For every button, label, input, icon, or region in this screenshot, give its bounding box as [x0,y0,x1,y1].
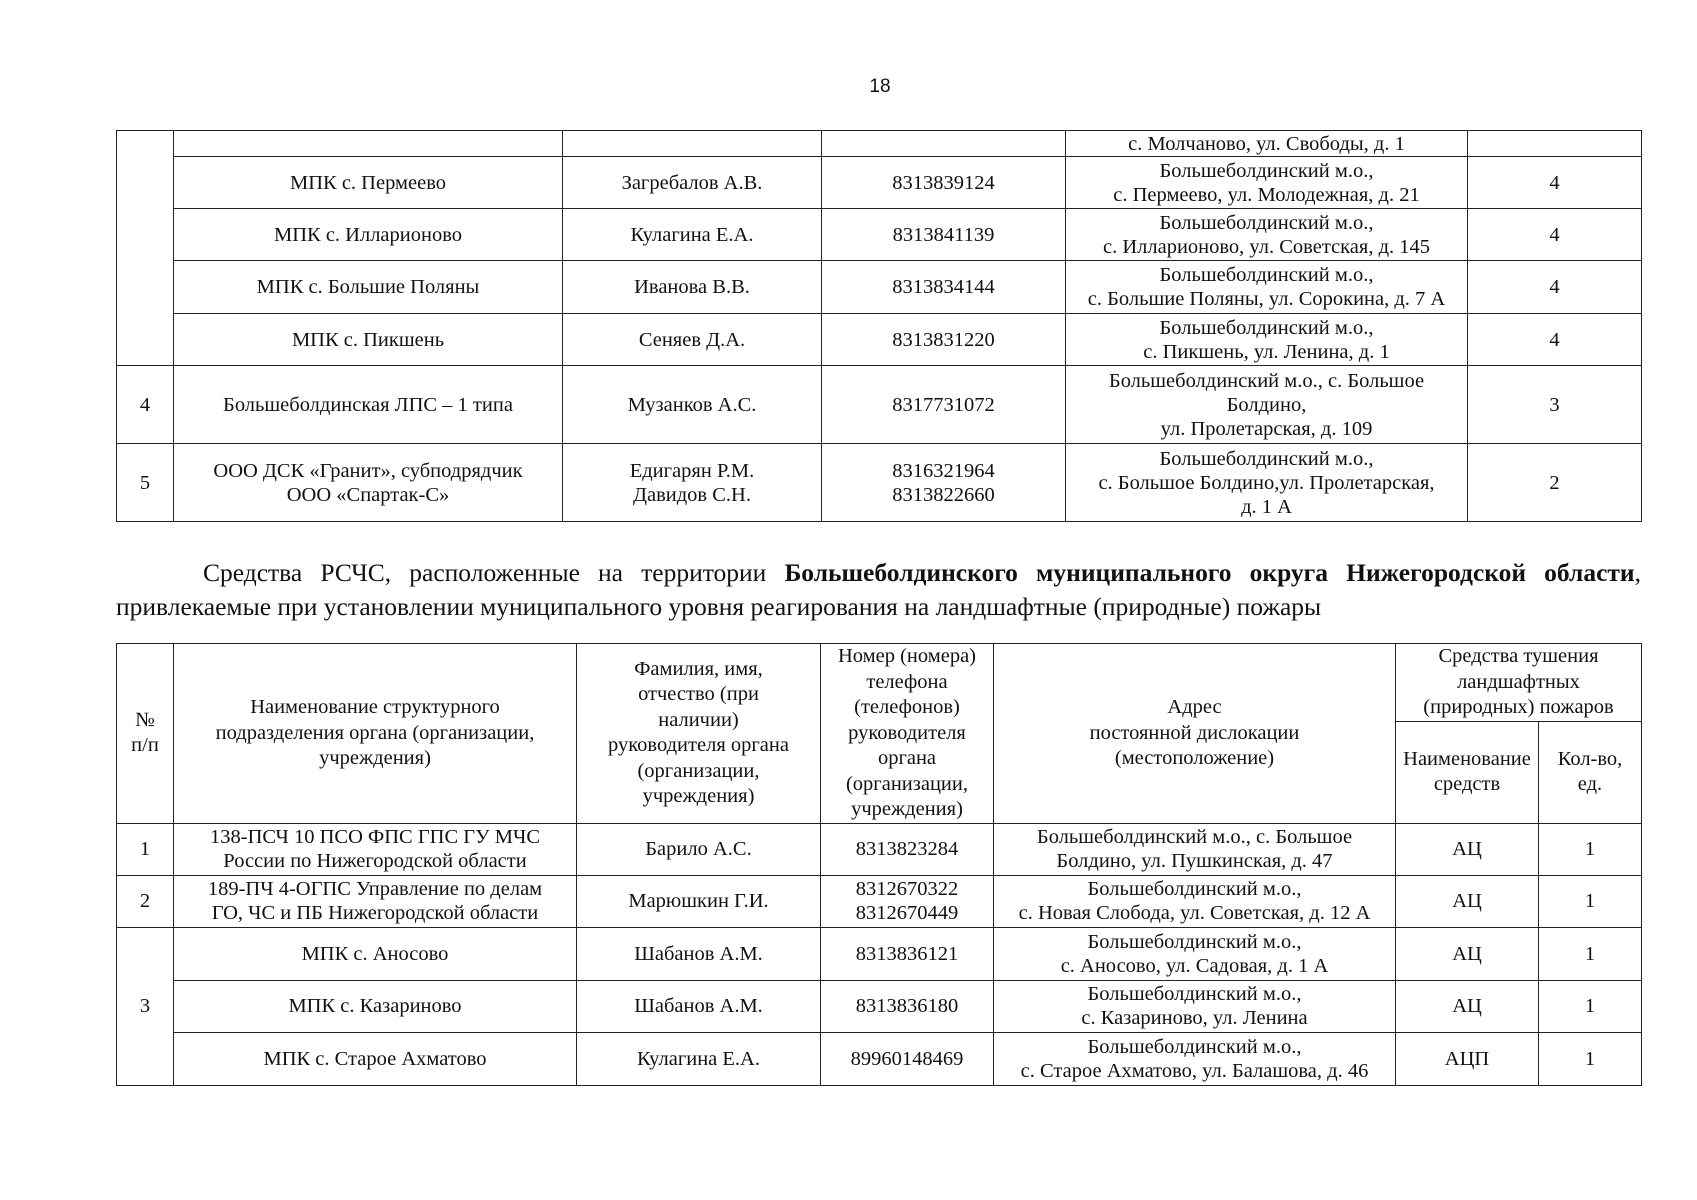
address-cell: Большеболдинский м.о., с. Большие Поляны, ул. Сорокина, д. 7 А [1066,261,1468,314]
row-number-cell: 3 [117,927,174,1085]
unit-name-cell: МПК с. Аносово [174,927,577,980]
fire-units-table-continued [116,130,1642,522]
count-cell: 4 [1468,209,1642,261]
unit-name-cell: ООО ДСК «Гранит», субподрядчик ООО «Спартак-С» [174,444,563,522]
header-phone: Номер (номера) телефона (телефонов) руководителя органа (организации, учреждения) [821,644,994,824]
unit-name-cell: МПК с. Пермеево [174,157,563,209]
phone-cell: 8313836180 [821,980,994,1032]
header-means-count: Кол-во, ед. [1539,721,1642,823]
person-cell: Музанков А.С. [563,366,822,444]
phone-cell: 8316321964 8313822660 [822,444,1066,522]
person-cell: Шабанов А.М. [577,980,821,1032]
table-row [117,157,1642,209]
person-cell: Марюшкин Г.И. [577,875,821,927]
header-row [117,644,1642,722]
section-heading-paragraph: Средства РСЧС, расположенные на территории Большеболдинского муниципального округа Нижегородской области, привлекаемые при установлении муниципального уровня реагирования на ландшафтные (природные) пожары [116,558,1641,621]
header-address: Адрес постоянной дислокации (местоположение) [994,644,1396,824]
address-cell: Большеболдинский м.о., с. Пикшень, ул. Ленина, д. 1 [1066,314,1468,366]
count-cell: 1 [1539,823,1642,875]
table-row [117,875,1642,927]
address-cell: Большеболдинский м.о., с. Новая Слобода, ул. Советская, д. 12 А [994,875,1396,927]
count-cell: 1 [1539,980,1642,1032]
table-row [117,314,1642,366]
count-cell: 2 [1468,444,1642,522]
address-cell: Большеболдинский м.о., с. Казариново, ул. Ленина [994,980,1396,1032]
unit-name-cell: МПК с. Илларионово [174,209,563,261]
address-cell: Большеболдинский м.о., с. Старое Ахматово, ул. Балашова, д. 46 [994,1032,1396,1085]
person-cell: Кулагина Е.А. [563,209,822,261]
header-name: Наименование структурного подразделения органа (организации, учреждения) [174,644,577,824]
count-cell: 1 [1539,1032,1642,1085]
means-name-cell: АЦП [1396,1032,1539,1085]
table-row [117,261,1642,314]
address-cell: Большеболдинский м.о., с. Пермеево, ул. Молодежная, д. 21 [1066,157,1468,209]
address-cell: Большеболдинский м.о., с. Аносово, ул. Садовая, д. 1 А [994,927,1396,980]
unit-name-cell: МПК с. Большие Поляны [174,261,563,314]
table-row [117,1032,1642,1085]
phone-cell: 8313836121 [821,927,994,980]
means-name-cell: АЦ [1396,823,1539,875]
phone-cell: 8313823284 [821,823,994,875]
address-cell: Большеболдинский м.о., с. Большое Болдино, ул. Пушкинская, д. 47 [994,823,1396,875]
header-num: № п/п [117,644,174,824]
count-cell: 4 [1468,157,1642,209]
table-row [117,444,1642,522]
row-number-cell: 5 [117,444,174,522]
phone-cell: 8313841139 [822,209,1066,261]
means-name-cell: АЦ [1396,875,1539,927]
count-cell: 3 [1468,366,1642,444]
unit-name-cell: МПК с. Пикшень [174,314,563,366]
table-row [117,209,1642,261]
group-number-cell [117,131,174,366]
table-row [117,131,1642,157]
address-cell: Большеболдинский м.о., с. Большое Болдино,ул. Пролетарская, д. 1 А [1066,444,1468,522]
header-means: Средства тушения ландшафтных (природных) пожаров [1396,644,1642,722]
row-number-cell: 4 [117,366,174,444]
row-number-cell: 2 [117,875,174,927]
unit-name-cell: Большеболдинская ЛПС – 1 типа [174,366,563,444]
means-name-cell: АЦ [1396,980,1539,1032]
phone-cell: 8313839124 [822,157,1066,209]
unit-name-cell: МПК с. Казариново [174,980,577,1032]
table-row [117,366,1642,444]
person-cell: Барило А.С. [577,823,821,875]
person-cell: Сеняев Д.А. [563,314,822,366]
district-name: Большеболдинского муниципального округа Нижегородской области [784,558,1635,587]
address-cell: с. Молчаново, ул. Свободы, д. 1 [1066,131,1468,157]
header-means-name: Наименование средств [1396,721,1539,823]
unit-name-cell: МПК с. Старое Ахматово [174,1032,577,1085]
address-cell: Большеболдинский м.о., с. Илларионово, ул. Советская, д. 145 [1066,209,1468,261]
unit-name-cell: 138-ПСЧ 10 ПСО ФПС ГПС ГУ МЧС России по Нижегородской области [174,823,577,875]
count-cell: 4 [1468,261,1642,314]
header-person: Фамилия, имя, отчество (при наличии) руководителя органа (организации, учреждения) [577,644,821,824]
phone-cell: 8312670322 8312670449 [821,875,994,927]
row-number-cell: 1 [117,823,174,875]
person-cell: Загребалов А.В. [563,157,822,209]
person-cell: Шабанов А.М. [577,927,821,980]
count-cell: 1 [1539,875,1642,927]
person-cell: Иванова В.В. [563,261,822,314]
table-row [117,823,1642,875]
phone-cell: 89960148469 [821,1032,994,1085]
phone-cell: 8313834144 [822,261,1066,314]
phone-cell: 8313831220 [822,314,1066,366]
phone-cell: 8317731072 [822,366,1066,444]
address-cell: Большеболдинский м.о., с. Большое Болдино, ул. Пролетарская, д. 109 [1066,366,1468,444]
person-cell: Едигарян Р.М. Давидов С.Н. [563,444,822,522]
table-row [117,980,1642,1032]
count-cell: 4 [1468,314,1642,366]
table-row [117,927,1642,980]
person-cell: Кулагина Е.А. [577,1032,821,1085]
means-name-cell: АЦ [1396,927,1539,980]
unit-name-cell: 189-ПЧ 4-ОГПС Управление по делам ГО, ЧС и ПБ Нижегородской области [174,875,577,927]
count-cell: 1 [1539,927,1642,980]
page-number: 18 [869,76,891,97]
landscape-fire-means-table [116,643,1642,1086]
